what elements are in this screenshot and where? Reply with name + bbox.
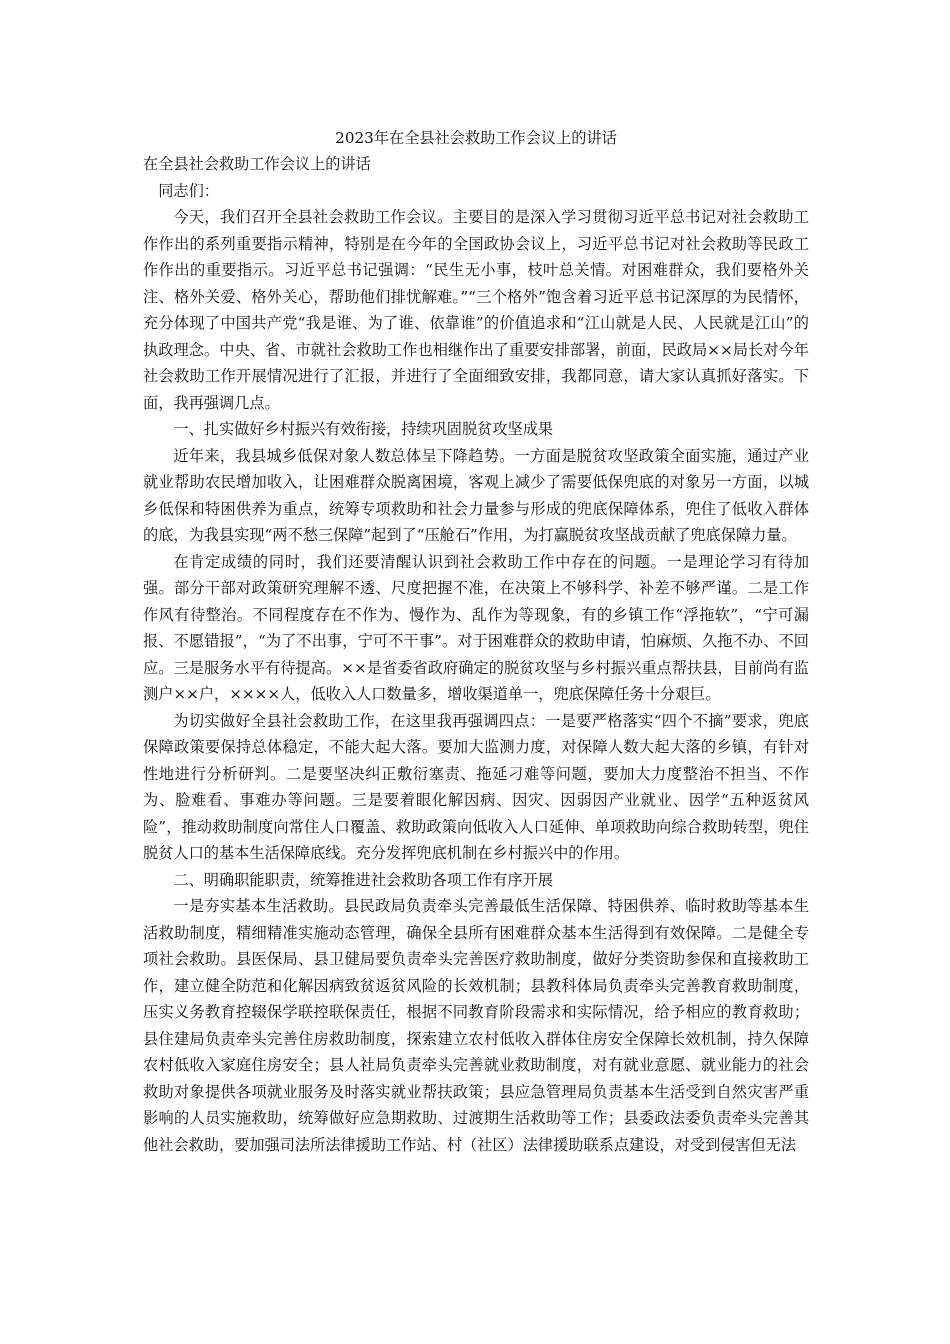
document-page: [143, 126, 809, 1158]
paragraph: 在肯定成绩的同时，我们还要清醒认识到社会救助工作中存在的问题。一是理论学习有待加强。部分干部对政策研究理解不透、尺度把握不准，在决策上不够科学、补差不够严谨。二是工作作风有待整治。不同程度存在不作为、慢作为、乱作为等现象，有的乡镇工作“浮拖软”，“宁可漏报、不愿错报”，“为了不出事，宁可不干事”。对于困难群众的救助申请，怕麻烦、久拖不办、不回应。三是服务水平有待提高。××是省委省政府确定的脱贫攻坚与乡村振兴重点帮扶县，目前尚有监测户××户，××××人，低收入人口数量多，增收渠道单一，兜底保障任务十分艰巨。: [143, 552, 809, 703]
salutation: 同志们：: [158, 181, 219, 200]
document-title: 2023年在全县社会救助工作会议上的讲话: [335, 129, 617, 147]
paragraph: 为切实做好全县社会救助工作，在这里我再强调四点：一是要严格落实“四个不摘”要求，兜底保障政策要保持总体稳定，不能大起大落。要加大监测力度，对保障人数大起大落的乡镇，有针对性地进行分析研判。二是要坚决纠正敷衍塞责、拖延刁难等问题，要加大力度整治不担当、不作为、脸难看、事难办等问题。三是要着眼化解因病、因灾、因弱因产业就业、因学“五种返贫风险”，推动救助制度向常住人口覆盖、救助政策向低收入人口延伸、单项救助向综合救助转型，兜住脱贫人口的基本生活保障底线。充分发挥兜底机制在乡村振兴中的作用。: [143, 711, 809, 862]
paragraph-intro: 今天，我们召开全县社会救助工作会议。主要目的是深入学习贯彻习近平总书记对社会救助工作作出的系列重要指示精神，特别是在今年的全国政协会议上，习近平总书记对社会救助等民政工作作出的重要指示。习近平总书记强调：“民生无小事，枝叶总关情。对困难群众，我们要格外关注、格外关爱、格外关心，帮助他们排忧解难。”“三个格外”饱含着习近平总书记深厚的为民情怀，充分体现了中国共产党“我是谁、为了谁、依靠谁”的价值追求和“江山就是人民、人民就是江山”的执政理念。中央、省、市就社会救助工作也相继作出了重要安排部署，前面，民政局××局长对今年社会救助工作开展情况进行了汇报，并进行了全面细致安排，我都同意，请大家认真抓好落实。下面，我再强调几点。: [143, 208, 809, 412]
document-subtitle: 在全县社会救助工作会议上的讲话: [143, 155, 371, 173]
section-heading-1: 一、扎实做好乡村振兴有效衔接，持续巩固脱贫攻坚成果: [173, 420, 554, 438]
paragraph: 近年来，我县城乡低保对象人数总体呈下降趋势。一方面是脱贫攻坚政策全面实施，通过产业就业帮助农民增加收入，让困难群众脱离困境，客观上减少了需要低保兜底的对象另一方面，以城乡低保和特困供养为重点，统筹专项救助和社会力量参与形成的兜底保障体系，兜住了低收入群体的底，为我县实现“两不愁三保障”起到了“压舱石”作用，为打赢脱贫攻坚战贡献了兜底保障力量。: [143, 446, 809, 544]
section-heading-2: 二、明确职能职责，统筹推进社会救助各项工作有序开展: [173, 870, 554, 889]
paragraph: 一是夯实基本生活救助。县民政局负责牵头完善最低生活保障、特困供养、临时救助等基本生活救助制度，精细精准实施动态管理，确保全县所有困难群众基本生活得到有效保障。二是健全专项社会救助。县医保局、县卫健局要负责牵头完善医疗救助制度，做好分类资助参保和直接救助工作，建立健全防范和化解因病致贫返贫风险的长效机制；县教科体局负责牵头完善教育救助制度，压实义务教育控辍保学联控联保责任，根据不同教育阶段需求和实际情况，给予相应的教育救助；县住建局负责牵头完善住房救助制度，探索建立农村低收入群体住房安全保障长效机制，持久保障农村低收入家庭住房安全；县人社局负责牵头完善就业救助制度，对有就业意愿、就业能力的社会救助对象提供各项就业服务及时落实就业帮扶政策；县应急管理局负责基本生活受到自然灾害严重影响的人员实施救助，统筹做好应急期救助、过渡期生活救助等工作；县委政法委负责牵头完善其他社会救助，要加强司法所法律援助工作站、村（社区）法律援助联系点建设，对受到侵害但无法: [143, 897, 809, 1154]
